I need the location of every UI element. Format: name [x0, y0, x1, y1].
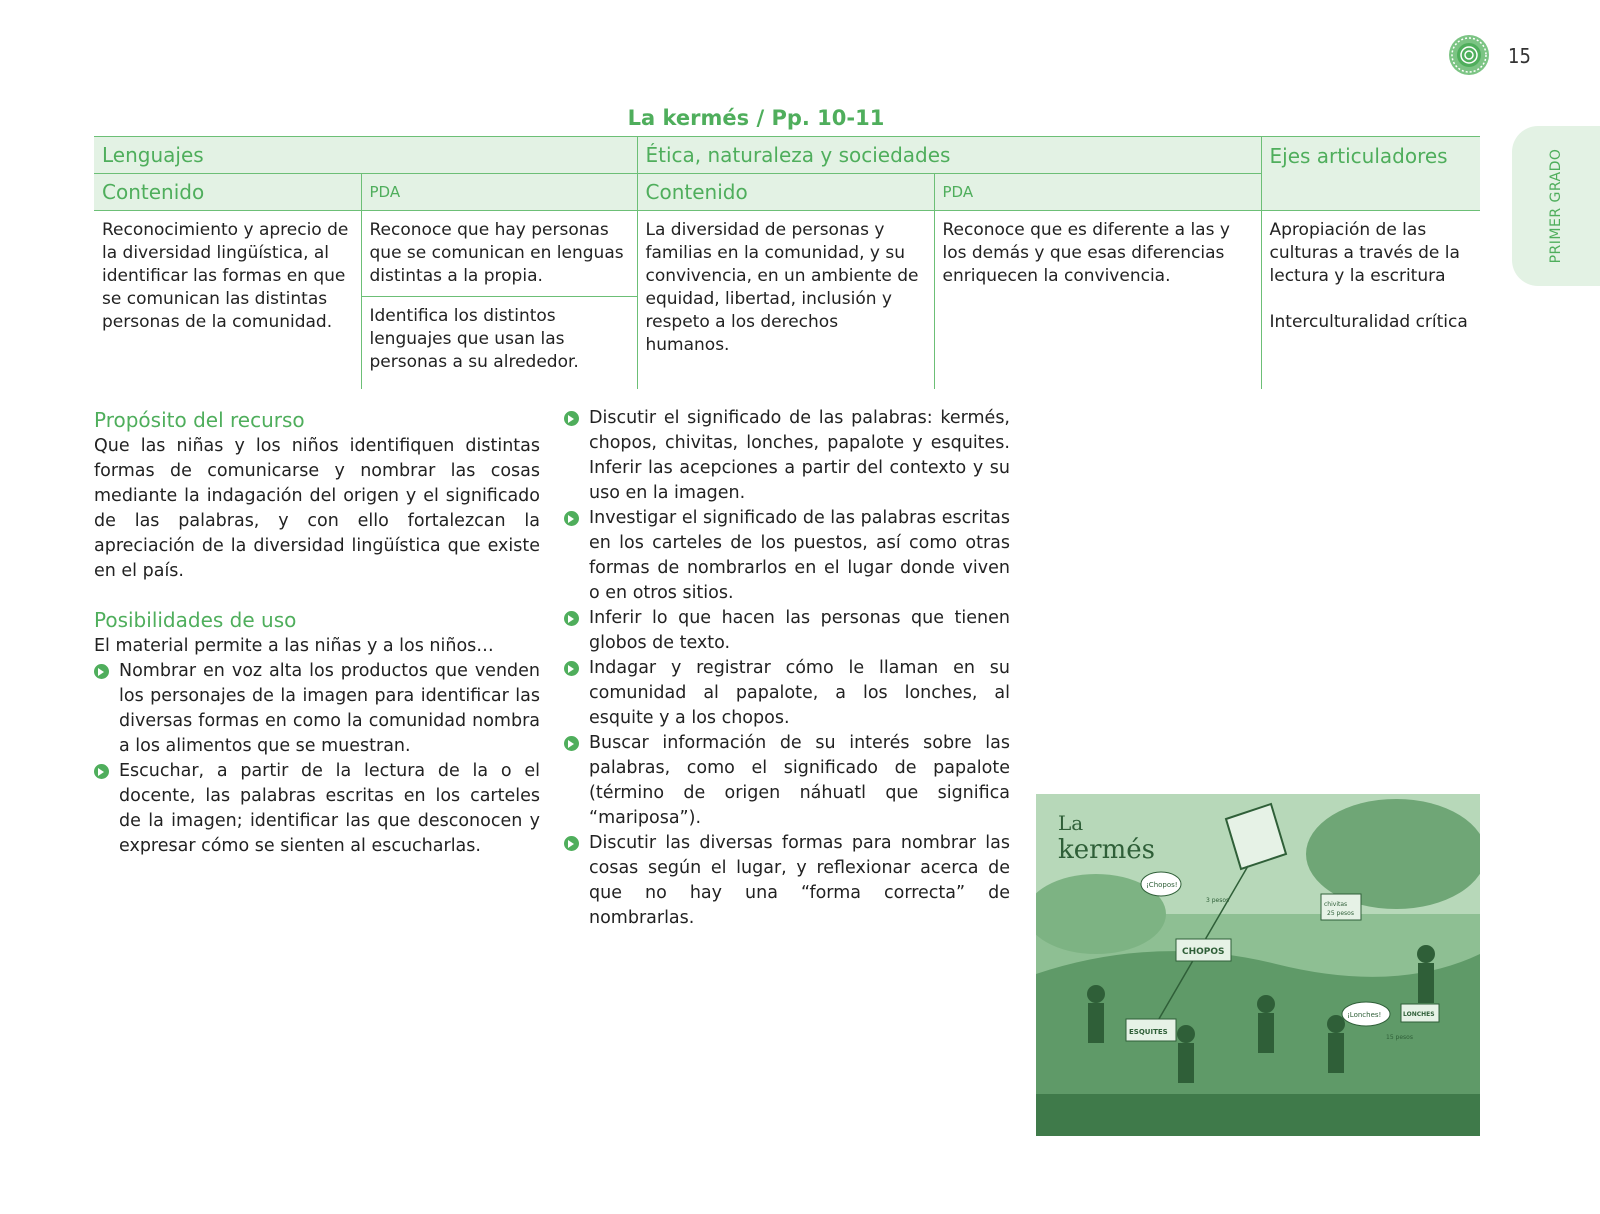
arrow-bullet-icon: [564, 736, 579, 751]
illustration-title-line2: kermés: [1058, 835, 1155, 865]
header-ejes: Ejes articuladores: [1261, 137, 1480, 211]
illustration-title-line1: La: [1058, 811, 1084, 835]
spiral-logo-icon: [1448, 34, 1490, 76]
page-number: 15: [1508, 44, 1531, 68]
header-lenguajes: Lenguajes: [94, 137, 637, 174]
list-item-text: Indagar y registrar cómo le llaman en su comunidad al papalote, a los lonches, al esquite y a los chopos.: [589, 658, 1010, 728]
list-item: [564, 731, 1010, 831]
list-item: [564, 406, 1010, 506]
arrow-bullet-icon: [564, 411, 579, 426]
list-item-text: Discutir las diversas formas para nombrar las cosas según el lugar, y reflexionar acerca de que no hay una “forma correcta” de nombrarlas.: [589, 833, 1010, 928]
kermes-illustration: [1036, 794, 1480, 1136]
list-item-text: Discutir el significado de las palabras: kermés, chopos, chivitas, lonches, papalote y esquites. Inferir las acepciones a partir del contexto y su uso en la imagen.: [589, 408, 1010, 503]
posibilidades-list: [94, 659, 540, 859]
middle-column: [564, 406, 1010, 931]
contenido-lenguajes-text: Reconocimiento y aprecio de la diversidad lingüística, al identificar las formas en que se comunican las distintas personas de la comunidad.: [102, 220, 349, 332]
list-item-text: Buscar información de su interés sobre las palabras, como el significado de papalote (término de origen náhuatl que significa “mariposa”).: [589, 733, 1010, 828]
activities-list: [564, 406, 1010, 931]
cell-ejes: [1261, 211, 1480, 389]
cell-contenido-etica: [637, 211, 934, 389]
header-contenido-lenguajes: Contenido: [94, 174, 361, 211]
header-contenido-etica: Contenido: [637, 174, 934, 211]
arrow-bullet-icon: [564, 511, 579, 526]
pda-divider: [362, 296, 637, 297]
sign-esquites: ESQUITES: [1129, 1028, 1168, 1036]
posibilidades-title: Posibilidades de uso: [94, 608, 297, 632]
list-item: [564, 506, 1010, 606]
eje-1: Apropiación de las culturas a través de la lectura y la escritura: [1269, 220, 1460, 286]
sign-lonches-bubble: ¡Lonches!: [1347, 1011, 1382, 1019]
posibilidades-intro: El material permite a las niñas y a los niños…: [94, 636, 494, 656]
arrow-bullet-icon: [564, 611, 579, 626]
arrow-bullet-icon: [564, 836, 579, 851]
curriculum-table: [94, 136, 1480, 389]
arrow-bullet-icon: [94, 764, 109, 779]
sign-price-3: 3 pesos: [1206, 897, 1230, 904]
sign-price-15: 15 pesos: [1386, 1034, 1413, 1041]
arrow-bullet-icon: [94, 664, 109, 679]
proposito-text: Que las niñas y los niños identifiquen distintas formas de comunicarse y nombrar las cosas mediante la indagación del origen y el significado de las palabras, y con ello fortalezcan la apreciación de la diversidad lingüística que existe en el país.: [94, 436, 540, 581]
list-item-text: Nombrar en voz alta los productos que venden los personajes de la imagen para identificar las diversas formas en como la comunidad nombra a los alimentos que se muestran.: [119, 661, 540, 756]
pda-lenguajes-1: Reconoce que hay personas que se comunican en lenguas distintas a la propia.: [369, 220, 624, 286]
list-item-text: Investigar el significado de las palabras escritas en los carteles de los puestos, así como otras formas de nombrarlos en el lugar donde viven o en otros sitios.: [589, 508, 1010, 603]
page-title: La kermés / Pp. 10-11: [627, 106, 885, 130]
list-item: [564, 606, 1010, 656]
header-pda-etica: PDA: [934, 174, 1261, 211]
list-item: [94, 759, 540, 859]
proposito-title: Propósito del recurso: [94, 408, 305, 432]
sign-price-25: 25 pesos: [1327, 910, 1354, 917]
pda-etica-text: Reconoce que es diferente a las y los demás y que esas diferencias enriquecen la convivencia.: [942, 220, 1230, 286]
list-item-text: Escuchar, a partir de la lectura de la o el docente, las palabras escritas en los carteles de la imagen; identificar las que desconocen y expresar cómo se sienten al escucharlas.: [119, 761, 540, 856]
pda-lenguajes-2: Identifica los distintos lenguajes que usan las personas a su alrededor.: [369, 306, 579, 372]
sign-chivitas: chivitas: [1324, 901, 1348, 908]
sign-lonches: LONCHES: [1403, 1011, 1435, 1018]
sign-chopos-bubble: ¡Chopos!: [1146, 881, 1178, 889]
sign-chopos: CHOPOS: [1182, 947, 1225, 957]
cell-pda-etica: [934, 211, 1261, 389]
list-item: [564, 656, 1010, 731]
header-pda-lenguajes: PDA: [361, 174, 637, 211]
cell-pda-lenguajes: [361, 211, 637, 389]
grade-label: PRIMER GRADO: [1548, 148, 1564, 264]
header-etica: Ética, naturaleza y sociedades: [637, 137, 1261, 174]
list-item: [94, 659, 540, 759]
contenido-etica-text: La diversidad de personas y familias en la comunidad, y su convivencia, en un ambiente de equidad, libertad, inclusión y respeto a los derechos humanos.: [645, 220, 919, 355]
eje-2: Interculturalidad crítica: [1269, 312, 1468, 332]
arrow-bullet-icon: [564, 661, 579, 676]
cell-contenido-lenguajes: [94, 211, 361, 389]
list-item-text: Inferir lo que hacen las personas que tienen globos de texto.: [589, 608, 1010, 653]
left-column: [94, 406, 540, 859]
list-item: [564, 831, 1010, 931]
grade-side-tab: [1512, 126, 1600, 286]
